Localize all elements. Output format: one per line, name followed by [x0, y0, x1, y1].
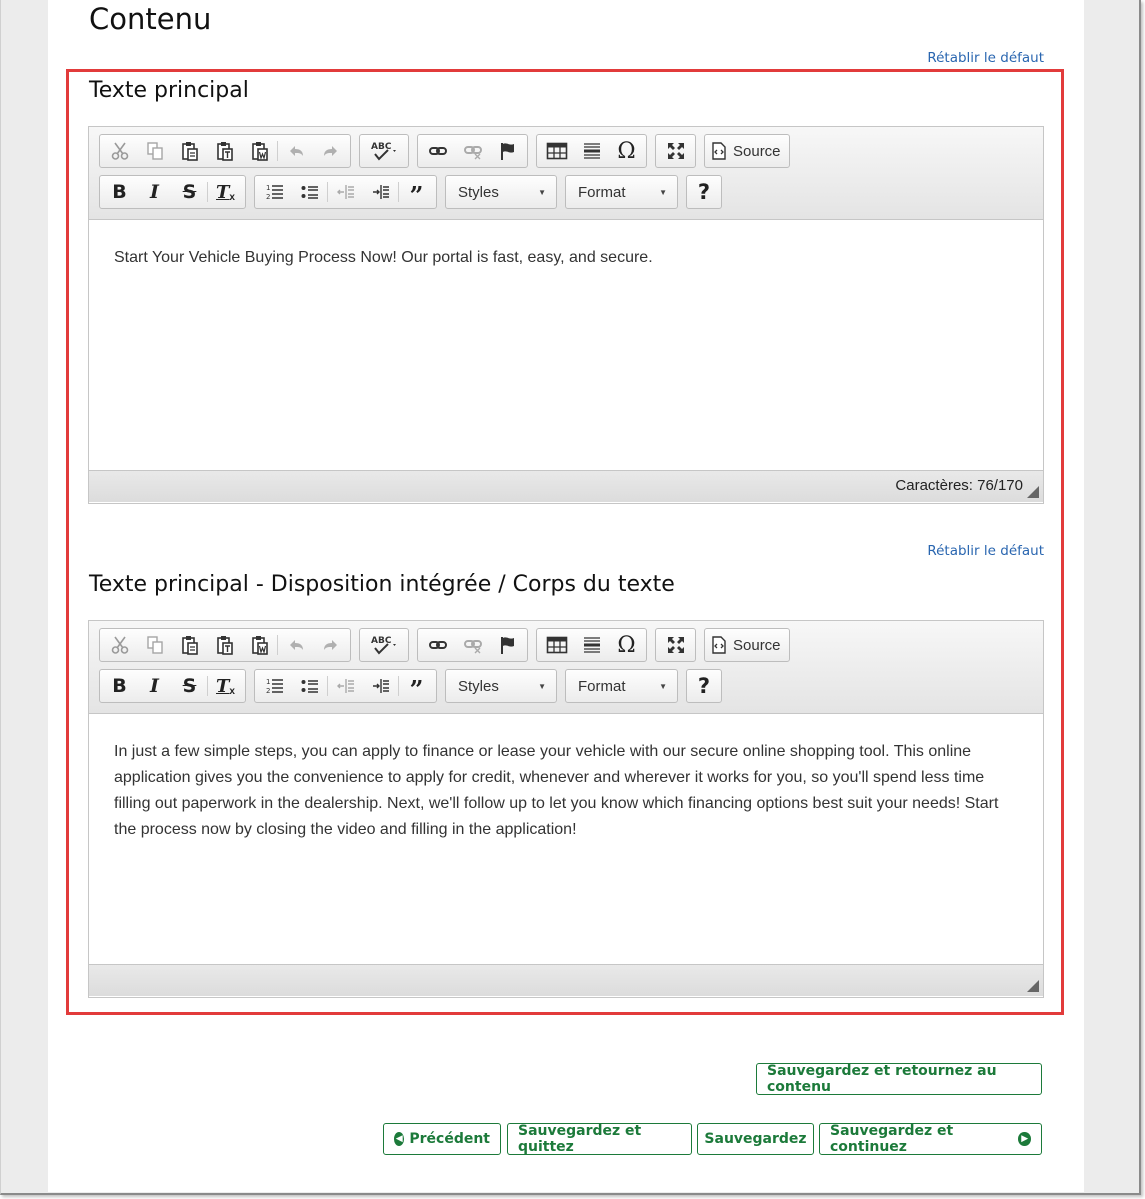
paste-word-icon[interactable]: [242, 629, 277, 661]
special-char-icon[interactable]: Ω: [617, 138, 636, 164]
remove-format-icon[interactable]: T x: [216, 675, 235, 697]
toolbar-row-2: [99, 175, 722, 209]
remove-format-icon[interactable]: T x: [216, 181, 235, 203]
chevron-down-icon: ▼: [659, 681, 667, 691]
indent-icon[interactable]: [363, 176, 398, 208]
editor-2-title: Texte principal - Disposition intégrée / Corps du texte: [89, 572, 675, 597]
styles-label: Styles: [458, 677, 499, 695]
format-label: Format: [578, 677, 626, 695]
reset-default-link-2[interactable]: Rétablir le défaut: [927, 543, 1044, 559]
insert-group: [536, 134, 647, 168]
source-icon: [711, 636, 727, 654]
outdent-icon[interactable]: [328, 176, 363, 208]
help-group: [686, 669, 722, 703]
strikethrough-icon[interactable]: S: [182, 675, 197, 697]
maximize-group: [655, 628, 696, 662]
styles-dropdown[interactable]: [445, 175, 557, 209]
rich-text-editor-1: [88, 126, 1044, 504]
save-and-return-label: Sauvegardez et retournez au contenu: [767, 1063, 997, 1095]
editor-toolbar: [89, 621, 1043, 714]
source-group: [704, 628, 790, 662]
numbered-list-icon[interactable]: [257, 670, 292, 702]
paste-icon[interactable]: [172, 135, 207, 167]
paste-text-icon[interactable]: [207, 135, 242, 167]
save-and-quit-button[interactable]: [507, 1123, 692, 1155]
editor-statusbar: [89, 470, 1043, 502]
previous-label: Précédent: [409, 1131, 490, 1147]
table-icon[interactable]: [539, 135, 574, 167]
help-icon[interactable]: ?: [697, 180, 711, 204]
chevron-down-icon: ▼: [538, 681, 546, 691]
editor-1-title: Texte principal: [89, 78, 249, 103]
italic-icon[interactable]: I: [150, 181, 159, 203]
chevron-down-icon: ▼: [659, 187, 667, 197]
bold-icon[interactable]: B: [112, 181, 127, 203]
maximize-icon[interactable]: [658, 135, 693, 167]
svg-text:ABC: ABC: [371, 636, 392, 646]
character-count: Caractères: 76/170: [895, 477, 1023, 494]
styles-dropdown[interactable]: [445, 669, 557, 703]
spellcheck-group: [359, 134, 409, 168]
page-title: Contenu: [89, 2, 212, 36]
source-icon: [711, 142, 727, 160]
basicstyles-group: [99, 669, 246, 703]
help-group: [686, 175, 722, 209]
resize-handle-icon[interactable]: [1027, 486, 1039, 498]
numbered-list-icon[interactable]: [257, 176, 292, 208]
svg-text:ABC: ABC: [371, 142, 392, 152]
toolbar-row-2: [99, 669, 722, 703]
source-button[interactable]: [711, 629, 781, 661]
spellcheck-group: [359, 628, 409, 662]
anchor-icon[interactable]: [490, 629, 525, 661]
svg-text:1: 1: [265, 184, 270, 192]
link-group: [417, 134, 528, 168]
svg-text:2: 2: [265, 687, 270, 695]
strikethrough-icon[interactable]: S: [182, 181, 197, 203]
horizontal-rule-icon[interactable]: [574, 629, 609, 661]
styles-label: Styles: [458, 183, 499, 201]
source-label: Source: [733, 142, 781, 160]
copy-icon[interactable]: [137, 629, 172, 661]
paste-icon[interactable]: [172, 629, 207, 661]
save-and-quit-label: Sauvegardez et quittez: [518, 1123, 642, 1155]
paste-word-icon[interactable]: [242, 135, 277, 167]
cut-icon[interactable]: [102, 135, 137, 167]
save-and-return-button[interactable]: [756, 1063, 1042, 1095]
special-char-icon[interactable]: Ω: [617, 632, 636, 658]
paragraph-group: [254, 175, 437, 209]
help-icon[interactable]: ?: [697, 674, 711, 698]
editor-content[interactable]: Start Your Vehicle Buying Process Now! Our portal is fast, easy, and secure.: [114, 249, 653, 266]
editor-statusbar: [89, 964, 1043, 996]
maximize-icon[interactable]: [658, 629, 693, 661]
paragraph-group: [254, 669, 437, 703]
svg-text:2: 2: [265, 193, 270, 201]
insert-group: [536, 628, 647, 662]
anchor-icon[interactable]: [490, 135, 525, 167]
copy-icon[interactable]: [137, 135, 172, 167]
arrow-right-circle-icon: ▶: [1018, 1132, 1031, 1146]
source-button[interactable]: [711, 135, 781, 167]
toolbar-row-1: [99, 628, 790, 662]
maximize-group: [655, 134, 696, 168]
table-icon[interactable]: [539, 629, 574, 661]
spellcheck-icon[interactable]: [362, 629, 406, 661]
unlink-icon[interactable]: [455, 629, 490, 661]
redo-icon[interactable]: [313, 135, 348, 167]
format-label: Format: [578, 183, 626, 201]
source-group: [704, 134, 790, 168]
format-dropdown[interactable]: [565, 669, 678, 703]
unlink-icon[interactable]: [455, 135, 490, 167]
basicstyles-group: [99, 175, 246, 209]
cut-icon[interactable]: [102, 629, 137, 661]
outdent-icon[interactable]: [328, 670, 363, 702]
italic-icon[interactable]: I: [150, 675, 159, 697]
save-label: Sauvegardez: [704, 1131, 807, 1147]
bulleted-list-icon[interactable]: [292, 670, 327, 702]
undo-icon[interactable]: [278, 135, 313, 167]
redo-icon[interactable]: [313, 629, 348, 661]
format-dropdown[interactable]: [565, 175, 678, 209]
reset-default-link-1[interactable]: Rétablir le défaut: [927, 50, 1044, 66]
rich-text-editor-2: [88, 620, 1044, 998]
save-and-continue-label: Sauvegardez et continuez: [830, 1123, 954, 1155]
link-icon[interactable]: [420, 629, 455, 661]
spellcheck-icon[interactable]: [362, 135, 406, 167]
bold-icon[interactable]: B: [112, 675, 127, 697]
editor-toolbar: [89, 127, 1043, 220]
save-button[interactable]: [697, 1123, 814, 1155]
horizontal-rule-icon[interactable]: [574, 135, 609, 167]
indent-icon[interactable]: [363, 670, 398, 702]
link-group: [417, 628, 528, 662]
blockquote-icon[interactable]: ”: [409, 181, 424, 210]
blockquote-icon[interactable]: ”: [409, 675, 424, 704]
link-icon[interactable]: [420, 135, 455, 167]
undo-icon[interactable]: [278, 629, 313, 661]
arrow-left-circle-icon: ◀: [395, 1134, 403, 1144]
previous-button[interactable]: [383, 1123, 501, 1155]
bulleted-list-icon[interactable]: [292, 176, 327, 208]
paste-text-icon[interactable]: [207, 629, 242, 661]
resize-handle-icon[interactable]: [1027, 980, 1039, 992]
clipboard-group: [99, 628, 351, 662]
clipboard-group: [99, 134, 351, 168]
chevron-down-icon: ▼: [538, 187, 546, 197]
editor-content[interactable]: In just a few simple steps, you can apply to finance or lease your vehicle with our secure online shopping tool. This online application gives you the convenience to apply for credit, whenever and wherever it works for you, so you'll spend less time filling out paperwork in the dealership. Next, we'll follow up to let you know which financing options best suit your needs! Start the process now by closing the video and filling in the application!: [114, 743, 999, 838]
toolbar-row-1: [99, 134, 790, 168]
svg-text:1: 1: [265, 678, 270, 686]
source-label: Source: [733, 636, 781, 654]
save-and-continue-button[interactable]: [819, 1123, 1042, 1155]
